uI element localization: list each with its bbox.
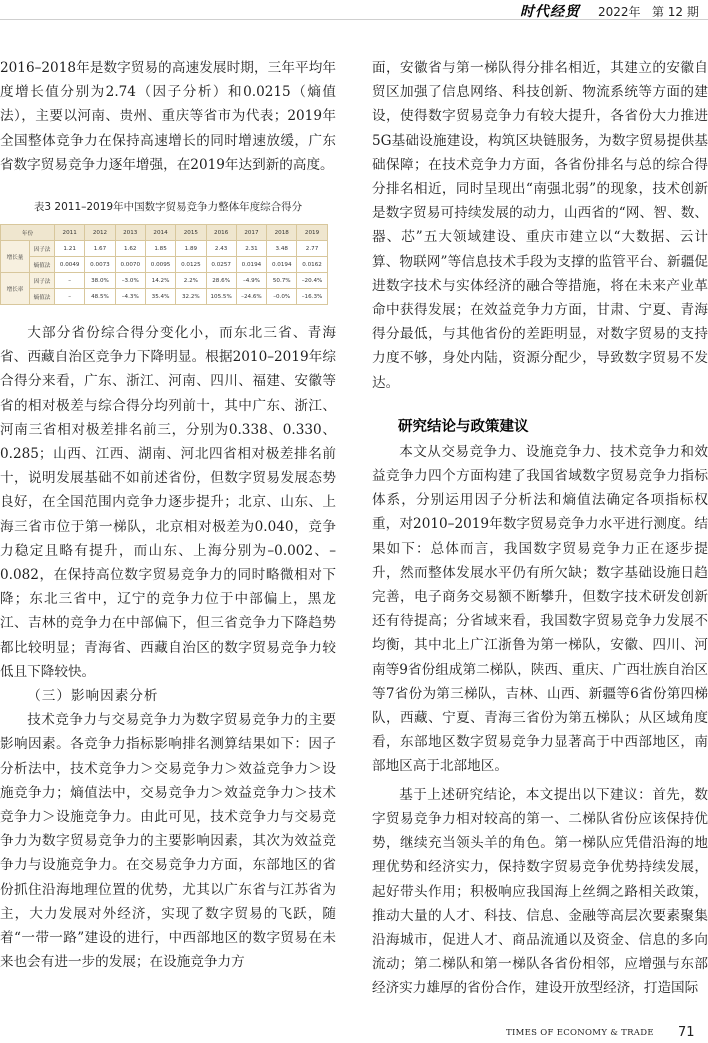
- method-label: 因子法: [30, 241, 55, 257]
- method-label: 因子法: [30, 273, 55, 289]
- table-cell: –24.6%: [236, 289, 266, 305]
- table-cell: 1.67: [85, 241, 115, 257]
- table-cell: 0.0257: [206, 257, 236, 273]
- year-header: 2018: [267, 225, 297, 241]
- method-label: 熵值法: [30, 289, 55, 305]
- table-cell: 0.0162: [297, 257, 327, 273]
- table-cell: –20.4%: [297, 273, 327, 289]
- right-paragraph-1: 面，安徽省与第一梯队得分排名相近，其建立的安徽自贸区加强了信息网络、科技创新、物流系统等方面的建设，使得数字贸易竞争力有较大提升，各省份大力推进5G基础设施建设，构筑区块链服务，为数字贸易提供基础保障；在技术竞争力方面，各省份排名与总的综合得分排名相近，同时呈现出“南强北弱”的现象，技术创新是数字贸易可持续发展的动力，山西省的“网、智、数、器、芯”五大领域建设、重庆市建立以“大数据、云计算、物联网”等信息技术手段为支撑的监管平台、新疆促进数字技术与实体经济的融合等措施，将在未来产业革命中获得发展；在效益竞争力方面，甘肃、宁夏、青海得分最低，与其他省份的差距明显，对数字贸易的支持力度不够，身处内陆，资源分配少，导致数字贸易不发达。: [372, 60, 708, 391]
- table-row: [1, 241, 328, 257]
- table-cell: –4.3%: [115, 289, 145, 305]
- table-cell: 0.0194: [267, 257, 297, 273]
- left-paragraph-1: 2016–2018年是数字贸易的高速发展时期，三年平均年度增长值分别为2.74（因子分析）和0.0215（熵值法），主要以河南、贵州、重庆等省市为代表；2019年全国整体竞争力在保持高速增长的同时增速放缓，广东省数字贸易竞争力逐年增强，在2019年达到新的高度。: [0, 60, 336, 173]
- journal-logo: 时代经贸: [520, 4, 580, 20]
- table-cell: 1.21: [55, 241, 85, 257]
- year-header: 2019: [297, 225, 327, 241]
- table-cell: 1.62: [115, 241, 145, 257]
- table-cell: 2.43: [206, 241, 236, 257]
- row-group-label: 增长率: [1, 273, 30, 305]
- year-header: 2012: [85, 225, 115, 241]
- table-cell: 28.6%: [206, 273, 236, 289]
- section-title: 研究结论与政策建议: [398, 418, 529, 435]
- method-label: 熵值法: [30, 257, 55, 273]
- table-cell: 0.0073: [85, 257, 115, 273]
- table-cell: 2.31: [236, 241, 266, 257]
- table-header-row: [1, 225, 328, 241]
- right-paragraph-2: 本文从交易竞争力、设施竞争力、技术竞争力和效益竞争力四个方面构建了我国省域数字贸易竞争力指标体系，分别运用因子分析法和熵值法确定各项指标权重，对2010–2019年数字贸易竞争力水平进行测度。结果如下：总体而言，我国数字贸易竞争力正在逐步提升，然而整体发展水平仍有所欠缺；数字基础设施日趋完善，电子商务交易额不断攀升，但数字技术研发创新还有待提高；分省域来看，我国数字贸易竞争力发展不均衡，其中北上广江浙鲁为第一梯队，安徽、四川、河南等9省份组成第二梯队，陕西、重庆、广西壮族自治区等7省份为第三梯队，吉林、山西、新疆等6省份第四梯队，西藏、宁夏、青海三省份为第五梯队；从区域角度看，东部地区数字贸易竞争力显著高于中西部地区，南部地区高于北部地区。: [372, 443, 708, 775]
- table-cell: –: [55, 289, 85, 305]
- table-row: [1, 273, 328, 289]
- table-cell: 3.48: [267, 241, 297, 257]
- table-cell: 35.4%: [145, 289, 175, 305]
- year-header: 2015: [176, 225, 206, 241]
- page-footer: [372, 1025, 708, 1041]
- right-column: [372, 56, 708, 1001]
- score-table: [0, 224, 328, 305]
- right-paragraph-3: 基于上述研究结论，本文提出以下建议：首先，数字贸易竞争力相对较高的第一、二梯队省份应该保持优势，继续充当领头羊的角色。第一梯队应凭借沿海的地理优势和经济实力，保持数字贸易竞争优势持续发展，起好带头作用；积极响应我国海上丝绸之路相关政策，推动大量的人才、科技、信息、金融等高层次要素聚集沿海城市，促进人才、商品流通以及资金、信息的多向流动；第二梯队和第一梯队各省份相邻，应增强与东部经济实力雄厚的省份合作，建设开放型经济，打造国际: [372, 786, 708, 997]
- table-cell: 32.2%: [176, 289, 206, 305]
- table-cell: 14.2%: [145, 273, 175, 289]
- table-cell: 0.0070: [115, 257, 145, 273]
- table-cell: 50.7%: [267, 273, 297, 289]
- table-cell: –0.0%: [267, 289, 297, 305]
- table-row: [1, 257, 328, 273]
- table-cell: 0.0049: [55, 257, 85, 273]
- table-title: 表3 2011–2019年中国数字贸易竞争力整体年度综合得分: [33, 201, 303, 214]
- issue-label: 2022年 第 12 期: [598, 5, 699, 19]
- journal-name-en: TIMES OF ECONOMY & TRADE: [506, 1028, 654, 1038]
- table-cell: 2.77: [297, 241, 327, 257]
- table-cell: –16.3%: [297, 289, 327, 305]
- year-header: 2014: [145, 225, 175, 241]
- table-cell: –4.9%: [236, 273, 266, 289]
- page-number: 71: [678, 1025, 695, 1040]
- table-cell: 48.5%: [85, 289, 115, 305]
- table-corner-cell: 年份: [1, 225, 55, 241]
- page-header: [0, 0, 708, 20]
- table-cell: 0.0194: [236, 257, 266, 273]
- table-cell: 0.0095: [145, 257, 175, 273]
- table-cell: 0.0125: [176, 257, 206, 273]
- table-row: [1, 289, 328, 305]
- year-header: 2016: [206, 225, 236, 241]
- table-cell: –: [55, 273, 85, 289]
- table-cell: 105.5%: [206, 289, 236, 305]
- year-header: 2013: [115, 225, 145, 241]
- table-cell: –3.0%: [115, 273, 145, 289]
- subsection-heading: （三）影响因素分析: [27, 688, 159, 705]
- table-cell: 1.85: [145, 241, 175, 257]
- left-paragraph-3: 技术竞争力与交易竞争力为数字贸易竞争力的主要影响因素。各竞争力指标影响排名测算结果如下：因子分析法中，技术竞争力＞交易竞争力＞效益竞争力＞设施竞争力；熵值法中，交易竞争力＞效益竞争力＞技术竞争力＞设施竞争力。由此可见，技术竞争力与交易竞争力为数字贸易竞争力的主要影响因素，其次为效益竞争力与设施竞争力。在交易竞争力方面，东部地区的省份抓住沿海地理位置的优势，尤其以广东省与江苏省为主，大力发展对外经济，实现了数字贸易的飞跃，随着“一带一路”建设的进行，中西部地区的数字贸易在未来也会有进一步的发展；在设施竞争力方: [0, 712, 336, 971]
- row-group-label: 增长量: [1, 241, 30, 273]
- left-paragraph-2: 大部分省份综合得分变化小，而东北三省、青海省、西藏自治区竞争力下降明显。根据2010–2019年综合得分来看，广东、浙江、河南、四川、福建、安徽等省的相对极差与综合得分均列前十，其中广东、浙江、河南三省相对极差排名前三，分别为0.338、0.330、0.285；山西、江西、湖南、河北四省相对极差排名前十，说明发展基础不如前述省份，但数字贸易发展态势良好，在全国范围内竞争力逐步提升；北京、山东、上海三省市位于第一梯队，北京相对极差为0.040，竞争力稳定且略有提升，而山东、上海分别为–0.002、–0.082，在保持高位数字贸易竞争力的同时略微相对下降；东北三省中，辽宁的竞争力位于中部偏上，黑龙江、吉林的竞争力在中部偏下，但三省竞争力下降趋势都比较明显；青海省、西藏自治区的数字贸易竞争力较低且下降较快。: [0, 325, 336, 680]
- table-cell: 2.2%: [176, 273, 206, 289]
- table-cell: 38.0%: [85, 273, 115, 289]
- year-header: 2011: [55, 225, 85, 241]
- year-header: 2017: [236, 225, 266, 241]
- table-cell: 1.89: [176, 241, 206, 257]
- left-column: [0, 56, 336, 975]
